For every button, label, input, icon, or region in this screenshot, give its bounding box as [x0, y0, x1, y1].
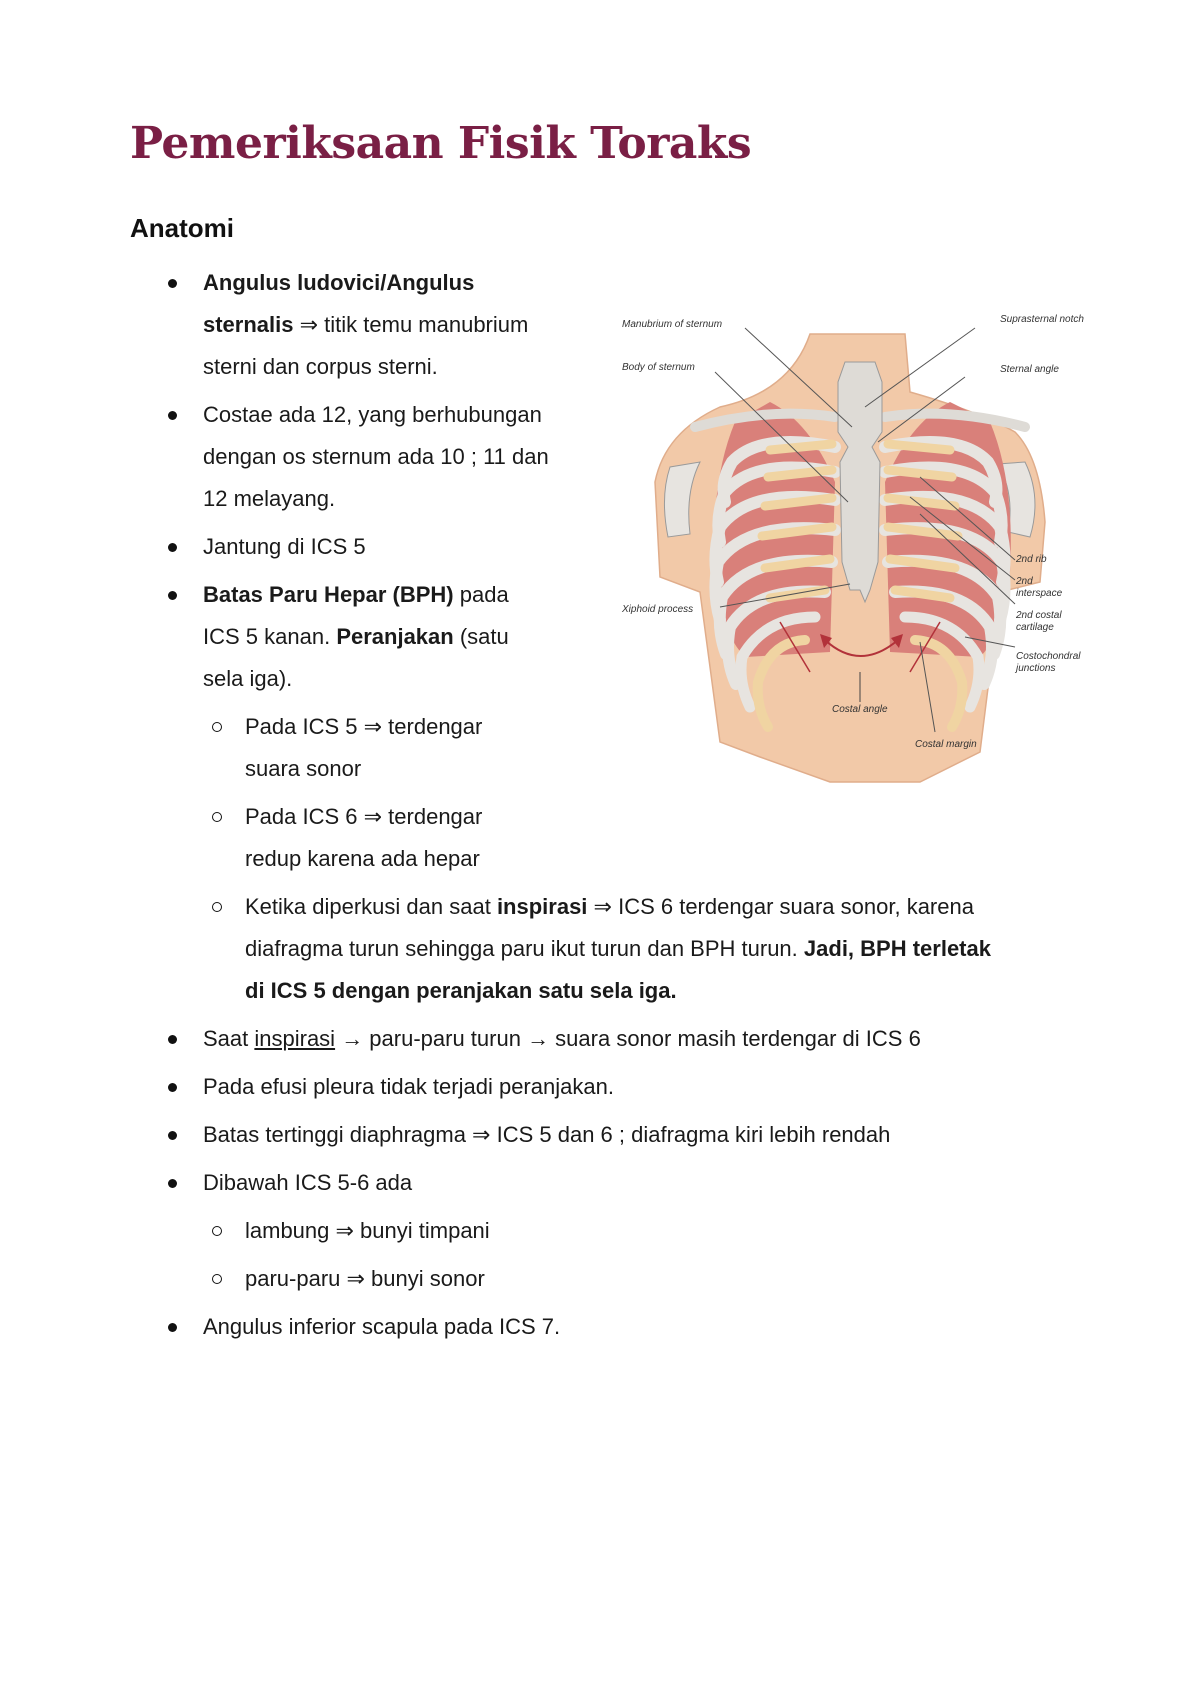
label-2nd-rib: 2nd rib	[1016, 554, 1047, 565]
conclusion-text: Jadi, BPH terletak di ICS 5 dengan peranjakan satu sela iga.	[245, 936, 991, 1003]
saat-text: Saat	[203, 1026, 255, 1051]
label-manubrium: Manubrium of sternum	[622, 319, 723, 330]
efusi-text: Pada efusi pleura tidak terjadi peranjakan.	[203, 1074, 614, 1099]
list-item	[0, 394, 563, 520]
costae-text: Costae ada 12, yang berhubungan dengan os sternum ada 10 ; 11 dan 12 melayang.	[203, 402, 549, 511]
label-costal-angle: Costal angle	[832, 704, 888, 715]
ics5-text: Pada ICS 5 ⇒ terdengar suara sonor	[245, 714, 483, 781]
label-costochondral-a: Costochondral	[1016, 651, 1081, 662]
jantung-text: Jantung di ICS 5	[203, 534, 366, 559]
diaphragma-text: Batas tertinggi diaphragma ⇒ ICS 5 dan 6 ; diafragma kiri lebih rendah	[203, 1122, 891, 1147]
sublist-item	[203, 706, 515, 790]
ics6-text: Pada ICS 6 ⇒ terdengar redup karena ada hepar	[245, 804, 483, 871]
label-sternal-angle: Sternal angle	[1000, 364, 1059, 375]
sublist-item	[203, 886, 1005, 1012]
sublist-item	[203, 1210, 1080, 1252]
list-item	[0, 262, 563, 388]
angulus-term: Angulus ludovici/Angulus sternalis	[203, 270, 475, 337]
dibawah-sublist	[203, 1210, 1080, 1300]
thorax-anatomy-figure	[620, 314, 1130, 812]
list-item	[0, 1066, 1080, 1108]
inspirasi-term: inspirasi	[496, 894, 588, 919]
paru-text: paru-paru ⇒ bunyi sonor	[245, 1266, 485, 1291]
peranjakan-term: Peranjakan	[336, 624, 454, 649]
label-body-sternum: Body of sternum	[622, 362, 695, 373]
lambung-text: lambung ⇒ bunyi timpani	[245, 1218, 490, 1243]
scapula-text: Angulus inferior scapula pada ICS 7.	[203, 1314, 561, 1339]
list-item	[0, 1306, 1080, 1348]
label-costochondral-b: junctions	[1016, 663, 1056, 674]
perkusi-text: Ketika diperkusi dan saat	[245, 894, 497, 919]
inspirasi-underlined: inspirasi	[254, 1026, 336, 1051]
sublist-item	[203, 796, 515, 880]
list-item	[0, 1162, 1080, 1300]
section-heading: Anatomi	[130, 213, 234, 243]
page-title: Pemeriksaan Fisik Toraks	[130, 118, 752, 169]
bph-term: Batas Paru Hepar (BPH)	[203, 582, 454, 607]
peranjakan-text: (satu sela iga).	[203, 624, 509, 691]
perkusi-text-2: ⇒ ICS 6 terdengar suara sonor, karena diafragma turun sehingga paru ikut turun dan BPH turun.	[245, 894, 974, 961]
saat-text-2: → paru-paru turun → suara sonor masih terdengar di ICS 6	[335, 1026, 921, 1051]
list-item	[0, 526, 563, 568]
label-2nd-costal-a: 2nd costal	[1016, 610, 1062, 621]
dibawah-text: Dibawah ICS 5-6 ada	[203, 1170, 413, 1195]
bph-text: pada ICS 5 kanan.	[203, 582, 509, 649]
list-item	[0, 1114, 1080, 1156]
angulus-desc: ⇒ titik temu manubrium sterni dan corpus sterni.	[203, 312, 529, 379]
label-2nd-interspace-b: interspace	[1016, 588, 1063, 599]
sublist-item	[203, 1258, 1080, 1300]
label-costal-margin: Costal margin	[915, 739, 977, 750]
list-item	[0, 1018, 1080, 1060]
label-xiphoid: Xiphoid process	[622, 604, 694, 615]
label-suprasternal: Suprasternal notch	[1000, 314, 1084, 325]
label-2nd-costal-b: cartilage	[1016, 622, 1054, 633]
sternum	[838, 362, 882, 602]
label-2nd-interspace-a: 2nd	[1016, 576, 1033, 587]
